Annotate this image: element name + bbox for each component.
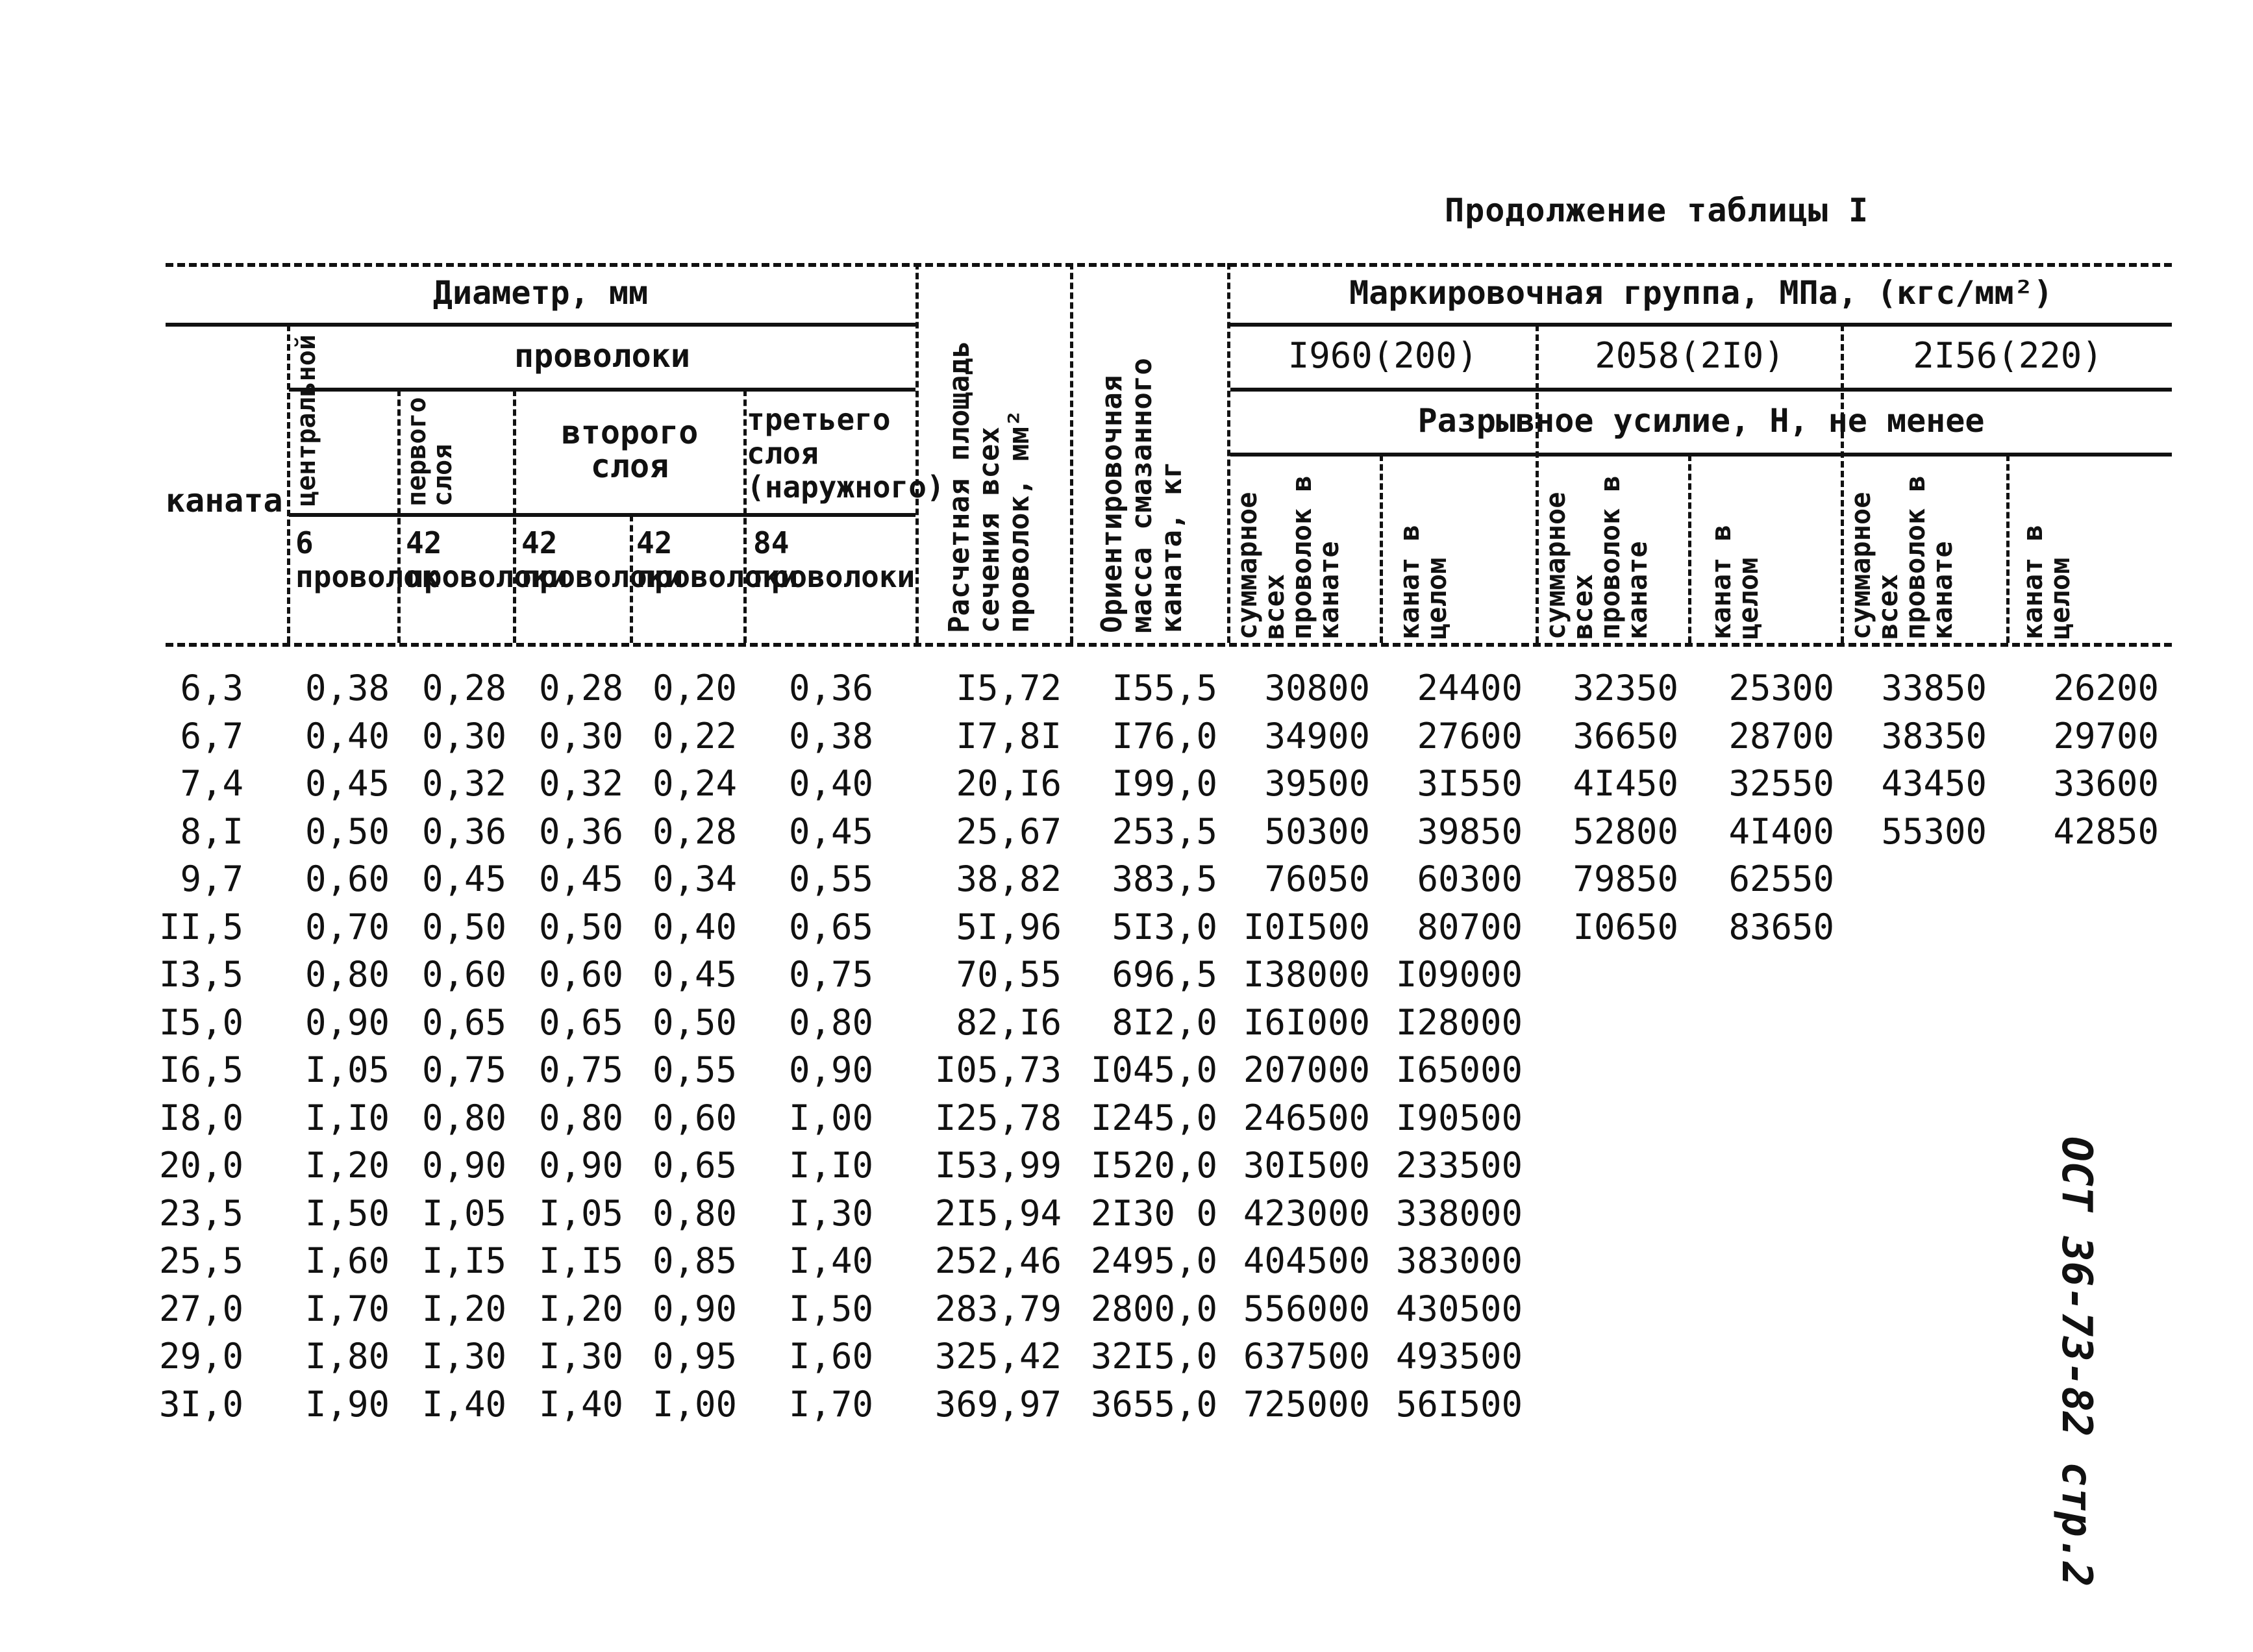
cell-second-layer-wire-b: 0,28 xyxy=(652,810,737,852)
cell-central-wire: I,I0 xyxy=(305,1097,390,1138)
cell-second-layer-wire-b: 0,20 xyxy=(652,668,737,708)
cell-first-layer-wire: 0,60 xyxy=(421,954,506,995)
cell-wire-area: 82,I6 xyxy=(956,1001,1062,1043)
cell-wire-area: 20,I6 xyxy=(956,763,1062,804)
cell-first-layer-wire: 0,32 xyxy=(421,763,506,804)
cell-sum-1960: 637500 xyxy=(1243,1336,1370,1377)
cell-rope-1960: I28000 xyxy=(1395,1001,1523,1043)
cell-first-layer-wire: 0,75 xyxy=(421,1049,506,1090)
top-rule xyxy=(166,263,2172,267)
cell-rope-mass: I045,0 xyxy=(1090,1049,1217,1090)
cell-central-wire: 0,60 xyxy=(305,858,390,899)
header-group-1: I960(200) xyxy=(1288,335,1478,376)
header-whole-3: канат в целом xyxy=(2017,524,2076,640)
cell-central-wire: I,80 xyxy=(305,1336,390,1377)
cell-rope-1960: 383000 xyxy=(1395,1240,1523,1281)
cell-sum-1960: 404500 xyxy=(1243,1240,1370,1281)
cell-wire-area: I05,73 xyxy=(934,1049,1062,1090)
cell-wire-area: I7,8I xyxy=(956,715,1062,757)
cell-sum-2058: 36650 xyxy=(1573,715,1678,757)
cell-central-wire: I,50 xyxy=(305,1192,390,1234)
cell-rope-2058: 62550 xyxy=(1728,858,1834,899)
cell-sum-1960: 50300 xyxy=(1264,810,1370,852)
header-second-layer: второго слоя xyxy=(561,414,699,485)
cell-second-layer-wire-a: 0,32 xyxy=(538,763,623,804)
cell-second-layer-wire-b: I,00 xyxy=(652,1383,737,1425)
header-w42b: 42 проволоки xyxy=(521,525,684,594)
cell-rope-1960: 338000 xyxy=(1395,1192,1523,1234)
cell-second-layer-wire-a: I,30 xyxy=(538,1336,623,1377)
cell-first-layer-wire: 0,45 xyxy=(421,858,506,899)
header-sum-3: суммарное всех проволок в канате xyxy=(1845,475,1958,640)
cell-rope-diameter: 6,3 xyxy=(180,668,243,708)
header-mass: Ориентировочная масса смазанного каната, кг xyxy=(1095,358,1188,633)
cell-second-layer-wire-a: 0,80 xyxy=(538,1097,623,1138)
cell-outer-layer-wire: I,50 xyxy=(788,1288,873,1329)
cell-rope-2058: 25300 xyxy=(1728,668,1834,708)
cell-rope-1960: 60300 xyxy=(1417,858,1523,899)
cell-rope-2058: 32550 xyxy=(1728,763,1834,804)
cell-rope-diameter: I5,0 xyxy=(158,1001,243,1043)
cell-second-layer-wire-a: I,20 xyxy=(538,1288,623,1329)
cell-second-layer-wire-a: 0,60 xyxy=(538,954,623,995)
cell-central-wire: 0,45 xyxy=(305,763,390,804)
cell-rope-1960: I90500 xyxy=(1395,1097,1523,1138)
cell-rope-mass: 32I5,0 xyxy=(1090,1336,1217,1377)
continuation-label: Продолжение таблицы I xyxy=(1445,192,1869,229)
cell-sum-1960: 725000 xyxy=(1243,1383,1370,1425)
cell-wire-area: 5I,96 xyxy=(956,906,1062,947)
cell-second-layer-wire-b: 0,45 xyxy=(652,954,737,995)
cell-first-layer-wire: I,30 xyxy=(421,1336,506,1377)
cell-first-layer-wire: I,40 xyxy=(421,1383,506,1425)
cell-rope-1960: 56I500 xyxy=(1395,1383,1523,1425)
header-wires: проволоки xyxy=(514,337,690,375)
cell-rope-mass: 253,5 xyxy=(1112,810,1217,852)
cell-rope-1960: 24400 xyxy=(1417,668,1523,708)
header-w42c: 42 проволоки xyxy=(636,525,799,594)
cell-rope-mass: I520,0 xyxy=(1090,1145,1217,1186)
header-whole-1: канат в целом xyxy=(1393,524,1452,640)
cell-second-layer-wire-a: 0,75 xyxy=(538,1049,623,1090)
cell-sum-1960: 39500 xyxy=(1264,763,1370,804)
cell-second-layer-wire-b: 0,65 xyxy=(652,1145,737,1186)
cell-rope-diameter: I6,5 xyxy=(158,1049,243,1090)
cell-sum-1960: 30I500 xyxy=(1243,1145,1370,1186)
cell-outer-layer-wire: 0,38 xyxy=(788,715,873,757)
cell-central-wire: I,90 xyxy=(305,1383,390,1425)
header-diameter: Диаметр, мм xyxy=(432,274,649,312)
cell-sum-1960: 246500 xyxy=(1243,1097,1370,1138)
cell-second-layer-wire-a: 0,90 xyxy=(538,1145,623,1186)
cell-central-wire: 0,70 xyxy=(305,906,390,947)
cell-rope-mass: 5I3,0 xyxy=(1112,906,1217,947)
header-group-2: 2058(2I0) xyxy=(1595,335,1785,376)
cell-second-layer-wire-b: 0,50 xyxy=(652,1001,737,1043)
cell-wire-area: I53,99 xyxy=(934,1145,1062,1186)
cell-sum-1960: 207000 xyxy=(1243,1049,1370,1090)
cell-central-wire: 0,50 xyxy=(305,810,390,852)
cell-sum-2156: 43450 xyxy=(1881,763,1987,804)
cell-second-layer-wire-a: 0,36 xyxy=(538,810,623,852)
cell-outer-layer-wire: I,60 xyxy=(788,1336,873,1377)
header-marking: Маркировочная группа, МПа, (кгс/мм²) xyxy=(1349,274,2053,312)
header-first-layer: первого слоя xyxy=(402,397,458,507)
cell-rope-1960: 80700 xyxy=(1417,906,1523,947)
cell-first-layer-wire: I,05 xyxy=(421,1192,506,1234)
cell-rope-diameter: 25,5 xyxy=(158,1240,243,1281)
header-bottom-rule xyxy=(166,643,2172,647)
cell-wire-area: 38,82 xyxy=(956,858,1062,899)
cell-sum-1960: 556000 xyxy=(1243,1288,1370,1329)
cell-rope-2058: 83650 xyxy=(1728,906,1834,947)
cell-wire-area: 283,79 xyxy=(934,1288,1062,1329)
cell-sum-1960: 76050 xyxy=(1264,858,1370,899)
cell-central-wire: 0,40 xyxy=(305,715,390,757)
cell-outer-layer-wire: 0,90 xyxy=(788,1049,873,1090)
cell-rope-diameter: 3I,0 xyxy=(158,1383,243,1425)
cell-rope-diameter: 29,0 xyxy=(158,1336,243,1377)
cell-central-wire: 0,80 xyxy=(305,954,390,995)
cell-sum-1960: I6I000 xyxy=(1243,1001,1370,1043)
cell-outer-layer-wire: 0,36 xyxy=(788,668,873,708)
cell-outer-layer-wire: 0,65 xyxy=(788,906,873,947)
cell-rope-2156: 26200 xyxy=(2053,668,2159,708)
cell-rope-diameter: 27,0 xyxy=(158,1288,243,1329)
cell-central-wire: 0,38 xyxy=(305,668,390,708)
cell-second-layer-wire-b: 0,85 xyxy=(652,1240,737,1281)
cell-second-layer-wire-a: 0,50 xyxy=(538,906,623,947)
cell-rope-diameter: 20,0 xyxy=(158,1145,243,1186)
cell-second-layer-wire-a: I,05 xyxy=(538,1192,623,1234)
cell-rope-1960: I65000 xyxy=(1395,1049,1523,1090)
cell-sum-2058: 4I450 xyxy=(1573,763,1678,804)
cell-rope-mass: I76,0 xyxy=(1112,715,1217,757)
cell-second-layer-wire-a: 0,65 xyxy=(538,1001,623,1043)
cell-sum-1960: I38000 xyxy=(1243,954,1370,995)
cell-central-wire: I,05 xyxy=(305,1049,390,1090)
header-sum-2: суммарное всех проволок в канате xyxy=(1539,475,1653,640)
cell-first-layer-wire: 0,65 xyxy=(421,1001,506,1043)
cell-second-layer-wire-b: 0,40 xyxy=(652,906,737,947)
cell-sum-2058: I0650 xyxy=(1573,906,1678,947)
cell-outer-layer-wire: I,I0 xyxy=(788,1145,873,1186)
cell-wire-area: 25,67 xyxy=(956,810,1062,852)
cell-rope-1960: I09000 xyxy=(1395,954,1523,995)
cell-rope-2058: 4I400 xyxy=(1728,810,1834,852)
cell-rope-diameter: 9,7 xyxy=(180,858,243,899)
cell-rope-mass: 3655,0 xyxy=(1090,1383,1217,1425)
cell-rope-1960: 27600 xyxy=(1417,715,1523,757)
cell-rope-1960: 3I550 xyxy=(1417,763,1523,804)
cell-central-wire: 0,90 xyxy=(305,1001,390,1043)
cell-second-layer-wire-a: I,I5 xyxy=(538,1240,623,1281)
cell-wire-area: 70,55 xyxy=(956,954,1062,995)
cell-rope-mass: 383,5 xyxy=(1112,858,1217,899)
cell-second-layer-wire-b: 0,34 xyxy=(652,858,737,899)
cell-second-layer-wire-b: 0,95 xyxy=(652,1336,737,1377)
cell-sum-1960: 423000 xyxy=(1243,1192,1370,1234)
cell-central-wire: I,20 xyxy=(305,1145,390,1186)
header-w84: 84 проволоки xyxy=(753,525,915,594)
cell-first-layer-wire: 0,50 xyxy=(421,906,506,947)
page-note: ОСТ 36-73-82 стр.2 xyxy=(2052,1136,2100,1587)
cell-rope-mass: 8I2,0 xyxy=(1112,1001,1217,1043)
cell-rope-mass: 696,5 xyxy=(1112,954,1217,995)
cell-sum-1960: 34900 xyxy=(1264,715,1370,757)
cell-rope-2058: 28700 xyxy=(1728,715,1834,757)
cell-second-layer-wire-b: 0,90 xyxy=(652,1288,737,1329)
cell-first-layer-wire: I,20 xyxy=(421,1288,506,1329)
cell-rope-1960: 39850 xyxy=(1417,810,1523,852)
header-w42a: 42 проволоки xyxy=(406,525,568,594)
cell-wire-area: 369,97 xyxy=(934,1383,1062,1425)
cell-central-wire: I,60 xyxy=(305,1240,390,1281)
header-rope: каната xyxy=(166,482,283,519)
cell-second-layer-wire-b: 0,80 xyxy=(652,1192,737,1234)
cell-sum-2058: 79850 xyxy=(1573,858,1678,899)
cell-second-layer-wire-b: 0,60 xyxy=(652,1097,737,1138)
cell-first-layer-wire: 0,90 xyxy=(421,1145,506,1186)
cell-second-layer-wire-a: I,40 xyxy=(538,1383,623,1425)
cell-first-layer-wire: 0,36 xyxy=(421,810,506,852)
cell-outer-layer-wire: 0,80 xyxy=(788,1001,873,1043)
cell-rope-2156: 42850 xyxy=(2053,810,2159,852)
cell-wire-area: 2I5,94 xyxy=(934,1192,1062,1234)
cell-first-layer-wire: 0,28 xyxy=(421,668,506,708)
cell-rope-diameter: 8,I xyxy=(180,810,243,852)
cell-outer-layer-wire: I,70 xyxy=(788,1383,873,1425)
cell-wire-area: 252,46 xyxy=(934,1240,1062,1281)
cell-outer-layer-wire: 0,55 xyxy=(788,858,873,899)
cell-second-layer-wire-a: 0,45 xyxy=(538,858,623,899)
cell-rope-diameter: 23,5 xyxy=(158,1192,243,1234)
cell-rope-mass: 2800,0 xyxy=(1090,1288,1217,1329)
cell-first-layer-wire: 0,80 xyxy=(421,1097,506,1138)
header-group-3: 2I56(220) xyxy=(1913,335,2103,376)
cell-second-layer-wire-b: 0,24 xyxy=(652,763,737,804)
cell-rope-diameter: 7,4 xyxy=(180,763,243,804)
header-whole-2: канат в целом xyxy=(1705,524,1764,640)
cell-second-layer-wire-a: 0,28 xyxy=(538,668,623,708)
cell-outer-layer-wire: I,40 xyxy=(788,1240,873,1281)
cell-sum-1960: 30800 xyxy=(1264,668,1370,708)
cell-rope-diameter: I8,0 xyxy=(158,1097,243,1138)
cell-first-layer-wire: 0,30 xyxy=(421,715,506,757)
cell-rope-diameter: I3,5 xyxy=(158,954,243,995)
cell-rope-1960: 493500 xyxy=(1395,1336,1523,1377)
header-area: Расчетная площадь сечения всех проволок, мм² xyxy=(943,340,1036,633)
header-central: центральной xyxy=(292,334,321,507)
cell-rope-2156: 33600 xyxy=(2053,763,2159,804)
cell-sum-2058: 32350 xyxy=(1573,668,1678,708)
cell-rope-mass: I99,0 xyxy=(1112,763,1217,804)
cell-rope-1960: 430500 xyxy=(1395,1288,1523,1329)
cell-sum-1960: I0I500 xyxy=(1243,906,1370,947)
cell-wire-area: 325,42 xyxy=(934,1336,1062,1377)
cell-second-layer-wire-b: 0,55 xyxy=(652,1049,737,1090)
cell-second-layer-wire-b: 0,22 xyxy=(652,715,737,757)
header-third-layer: третьего слоя (наружного) xyxy=(747,402,945,505)
cell-sum-2156: 33850 xyxy=(1881,668,1987,708)
cell-wire-area: I5,72 xyxy=(956,668,1062,708)
cell-sum-2058: 52800 xyxy=(1573,810,1678,852)
cell-rope-mass: I245,0 xyxy=(1090,1097,1217,1138)
cell-rope-2156: 29700 xyxy=(2053,715,2159,757)
cell-rope-mass: I55,5 xyxy=(1112,668,1217,708)
cell-second-layer-wire-a: 0,30 xyxy=(538,715,623,757)
cell-rope-diameter: II,5 xyxy=(158,906,243,947)
header-breaking: Разрывное усилие, Н, не менее xyxy=(1417,402,1985,440)
cell-outer-layer-wire: 0,45 xyxy=(788,810,873,852)
cell-rope-mass: 2I30 0 xyxy=(1090,1192,1217,1234)
cell-outer-layer-wire: 0,75 xyxy=(788,954,873,995)
header-w6: 6 проволок xyxy=(295,525,440,594)
cell-outer-layer-wire: 0,40 xyxy=(788,763,873,804)
cell-outer-layer-wire: I,00 xyxy=(788,1097,873,1138)
cell-sum-2156: 38350 xyxy=(1881,715,1987,757)
cell-wire-area: I25,78 xyxy=(934,1097,1062,1138)
header-sum-1: суммарное всех проволок в канате xyxy=(1231,475,1345,640)
cell-rope-diameter: 6,7 xyxy=(180,715,243,757)
cell-central-wire: I,70 xyxy=(305,1288,390,1329)
cell-rope-mass: 2495,0 xyxy=(1090,1240,1217,1281)
cell-first-layer-wire: I,I5 xyxy=(421,1240,506,1281)
cell-sum-2156: 55300 xyxy=(1881,810,1987,852)
cell-rope-1960: 233500 xyxy=(1395,1145,1523,1186)
cell-outer-layer-wire: I,30 xyxy=(788,1192,873,1234)
